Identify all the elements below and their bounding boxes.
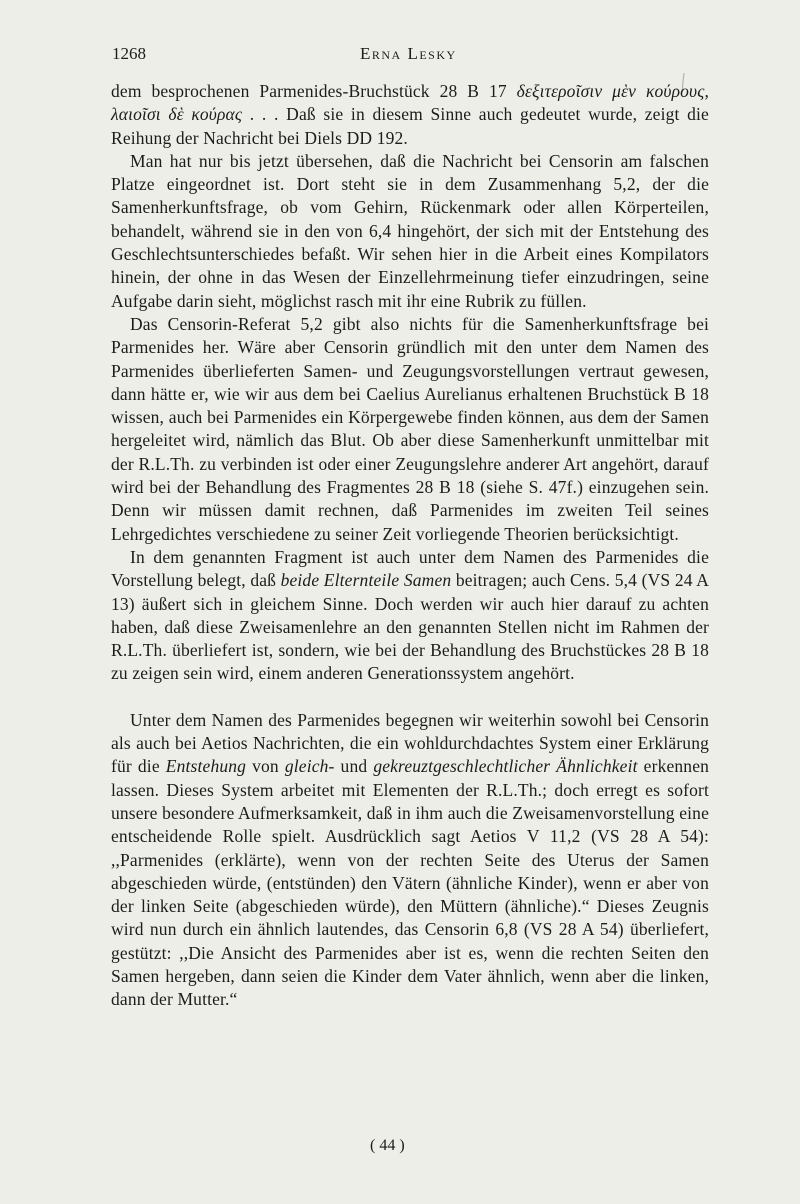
p4-text-a: In dem genannten Fragment ist auch unter dem Namen des Parmenides die Vorstellung belegt, daß (111, 546, 709, 591)
paragraph-5 (111, 709, 709, 1012)
p5-emphasis-2: gleich- (284, 756, 335, 777)
p5-text-b: von (246, 756, 285, 777)
paragraph-4 (111, 546, 709, 686)
p5-text-d: erkennen lassen. Dieses System arbeitet mit Elementen der R.L.Th.; doch erregt es sofort unsere besondere Aufmerksamkeit, daß in ihm auch die Zweisamenvorstellung eine entscheidende Rolle spielt. Ausdrücklich sagt Aetios V 11,2 (VS 28 A 54): ,,Parmenides (erklärte), wenn von der rechten Seite des Uterus der Samen abgeschieden würde, (entstünden) den Vätern (ähnliche Kinder), wenn er aber von der linken Seite (abgeschieden würde), den Müttern (ähnliche).“ Dieses Zeugnis wird nun durch ein ähnlich lautendes, das Censorin 6,8 (VS 28 A 54) überliefert, gestützt: ,,Die Ansicht des Parmenides aber ist es, wenn die rechten Seiten den Samen hergeben, dann seien die Kinder dem Vater ähnlich, wenn aber die linken, dann der Mutter.“ (111, 756, 710, 1010)
p5-text-a: Unter dem Namen des Parmenides begegnen wir weiterhin sowohl bei Censorin als auch bei Aetios Nachrichten, die ein wohldurchdachtes System einer Erklärung für die (111, 709, 709, 777)
running-head-author: Erna Lesky (360, 44, 457, 63)
p5-text-c: und (334, 756, 374, 777)
paragraph-1 (111, 80, 709, 150)
paragraph-3: Das Censorin-Referat 5,2 gibt also nichts für die Samenherkunftsfrage bei Parmenides her. Wäre aber Censorin gründlich mit den unter dem Namen des Parmenides überlieferten Samen- und Zeugungsvorstellungen vertraut gewesen, dann hätte er, wie wir aus dem bei Caelius Aurelianus erhaltenen Bruchstück B 18 wissen, auch bei Parmenides ein Körpergewebe finden können, aus dem der Samen hergeleitet wird, nämlich das Blut. Ob aber diese Samenherkunft unmittelbar mit der R.L.Th. zu verbinden ist oder einer Zeugungslehre anderer Art angehört, darauf wird bei der Behandlung des Fragmentes 28 B 18 (siehe S. 47f.) einzugehen sein. Denn wir müssen damit rechnen, daß Parmenides im zweiten Teil seines Lehrgedichtes verschiedene zu seiner Zeit vorliegende Theorien berücksichtigt. (111, 313, 709, 544)
p5-emphasis-3: gekreuztgeschlechtlicher Ähnlichkeit (373, 756, 638, 777)
p5-emphasis-1: Entstehung (165, 756, 247, 777)
running-header (112, 44, 708, 68)
page-footer-marker: ( 44 ) (370, 1137, 405, 1154)
paragraph-2: Man hat nur bis jetzt übersehen, daß die Nachricht bei Censorin am falschen Platze eingeordnet ist. Dort steht sie in dem Zusammenhang 5,2, der die Samenherkunftsfrage, ob vom Gehirn, Rückenmark oder allen Körperteilen, behandelt, während sie in den von 6,4 hingehört, der sich mit der Entstehung des Geschlechtsunterschiedes befaßt. Wir sehen hier in die Arbeit eines Kompilators hinein, der ohne in das Wesen der Einzellehrmeinung tiefer einzudringen, seine Aufgabe darin sieht, möglichst rasch mit ihr eine Rubrik zu füllen. (111, 150, 709, 311)
p1-text-b: . . . Daß sie in diesem Sinne auch gedeutet wurde, zeigt die Reihung der Nachricht bei Diels DD 192. (111, 104, 709, 148)
page-number: 1268 (112, 44, 146, 63)
body-text (111, 80, 709, 1012)
greek-quotation: δεξιτεροῖσιν μὲν κούρους, λαιοῖσι δὲ κούρας (111, 81, 709, 125)
p4-text-b: beitragen; auch Cens. 5,4 (VS 24 A 13) äußert sich in gleichem Sinne. Doch werden wir auch hier darauf zu achten haben, daß diese Zweisamenlehre an den genannten Stellen nicht im Rahmen der R.L.Th. überliefert ist, sondern, wie bei der Behandlung des Bruchstückes 28 B 18 zu zeigen sein wird, einem anderen Generationssystem angehört. (111, 570, 709, 684)
p1-text-a: dem besprochenen Parmenides-Bruchstück 28 B 17 (111, 81, 517, 101)
p4-emphasis: beide Elternteile Samen (280, 570, 452, 591)
